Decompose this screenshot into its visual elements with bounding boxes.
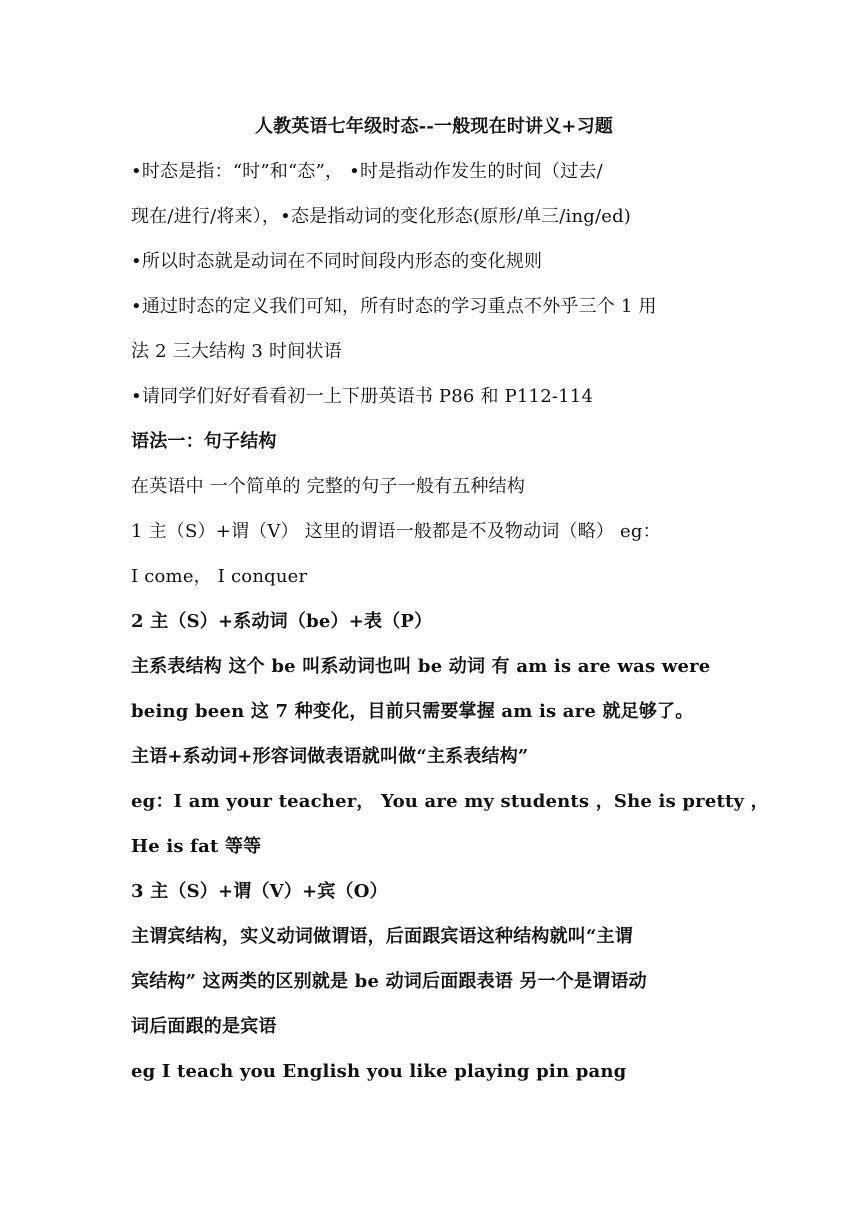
text-line-1: •时态是指：“时”和“态”， •时是指动作发生的时间（过去/ [131, 161, 603, 182]
document-title: 人教英语七年级时态--一般现在时讲义+习题 [254, 116, 614, 137]
text-line-10: I come， I conquer [131, 566, 308, 587]
text-line-15: eg：I am your teacher， You are my students ，She is pretty ， [131, 791, 769, 812]
text-line-2: 现在/进行/将来），•态是指动词的变化形态(原形/单三/ing/ed) [131, 206, 632, 227]
text-line-14: 主语+系动词+形容词做表语就叫做“主系表结构” [131, 746, 529, 767]
text-line-13: being been 这 7 种变化，目前只需要掌握 am is are 就足够了。 [131, 701, 694, 722]
structure-heading-2: 2 主（S）+系动词（be）+表（P） [131, 611, 433, 632]
text-line-18: 主谓宾结构，实义动词做谓语，后面跟宾语这种结构就叫“主谓 [131, 926, 633, 947]
text-line-6: •请同学们好好看看初一上下册英语书 P86 和 P112-114 [131, 386, 594, 407]
text-line-21: eg I teach you English you like playing pin pang [131, 1061, 627, 1082]
structure-heading-3: 3 主（S）+谓（V）+宾（O） [131, 881, 388, 902]
section-heading-grammar-1: 语法一：句子结构 [131, 431, 277, 452]
text-line-4: •通过时态的定义我们可知，所有时态的学习重点不外乎三个 1 用 [131, 296, 657, 317]
text-line-9: 1 主（S）+谓（V） 这里的谓语一般都是不及物动词（略） eg： [131, 521, 661, 542]
text-line-3: •所以时态就是动词在不同时间段内形态的变化规则 [131, 251, 543, 272]
text-line-8: 在英语中 一个简单的 完整的句子一般有五种结构 [131, 476, 526, 497]
text-line-20: 词后面跟的是宾语 [131, 1016, 277, 1037]
text-line-5: 法 2 三大结构 3 时间状语 [131, 341, 342, 362]
text-line-16: He is fat 等等 [131, 836, 262, 857]
text-line-19: 宾结构” 这两类的区别就是 be 动词后面跟表语 另一个是谓语动 [131, 971, 647, 992]
text-line-12: 主系表结构 这个 be 叫系动词也叫 be 动词 有 am is are was were [131, 656, 711, 677]
